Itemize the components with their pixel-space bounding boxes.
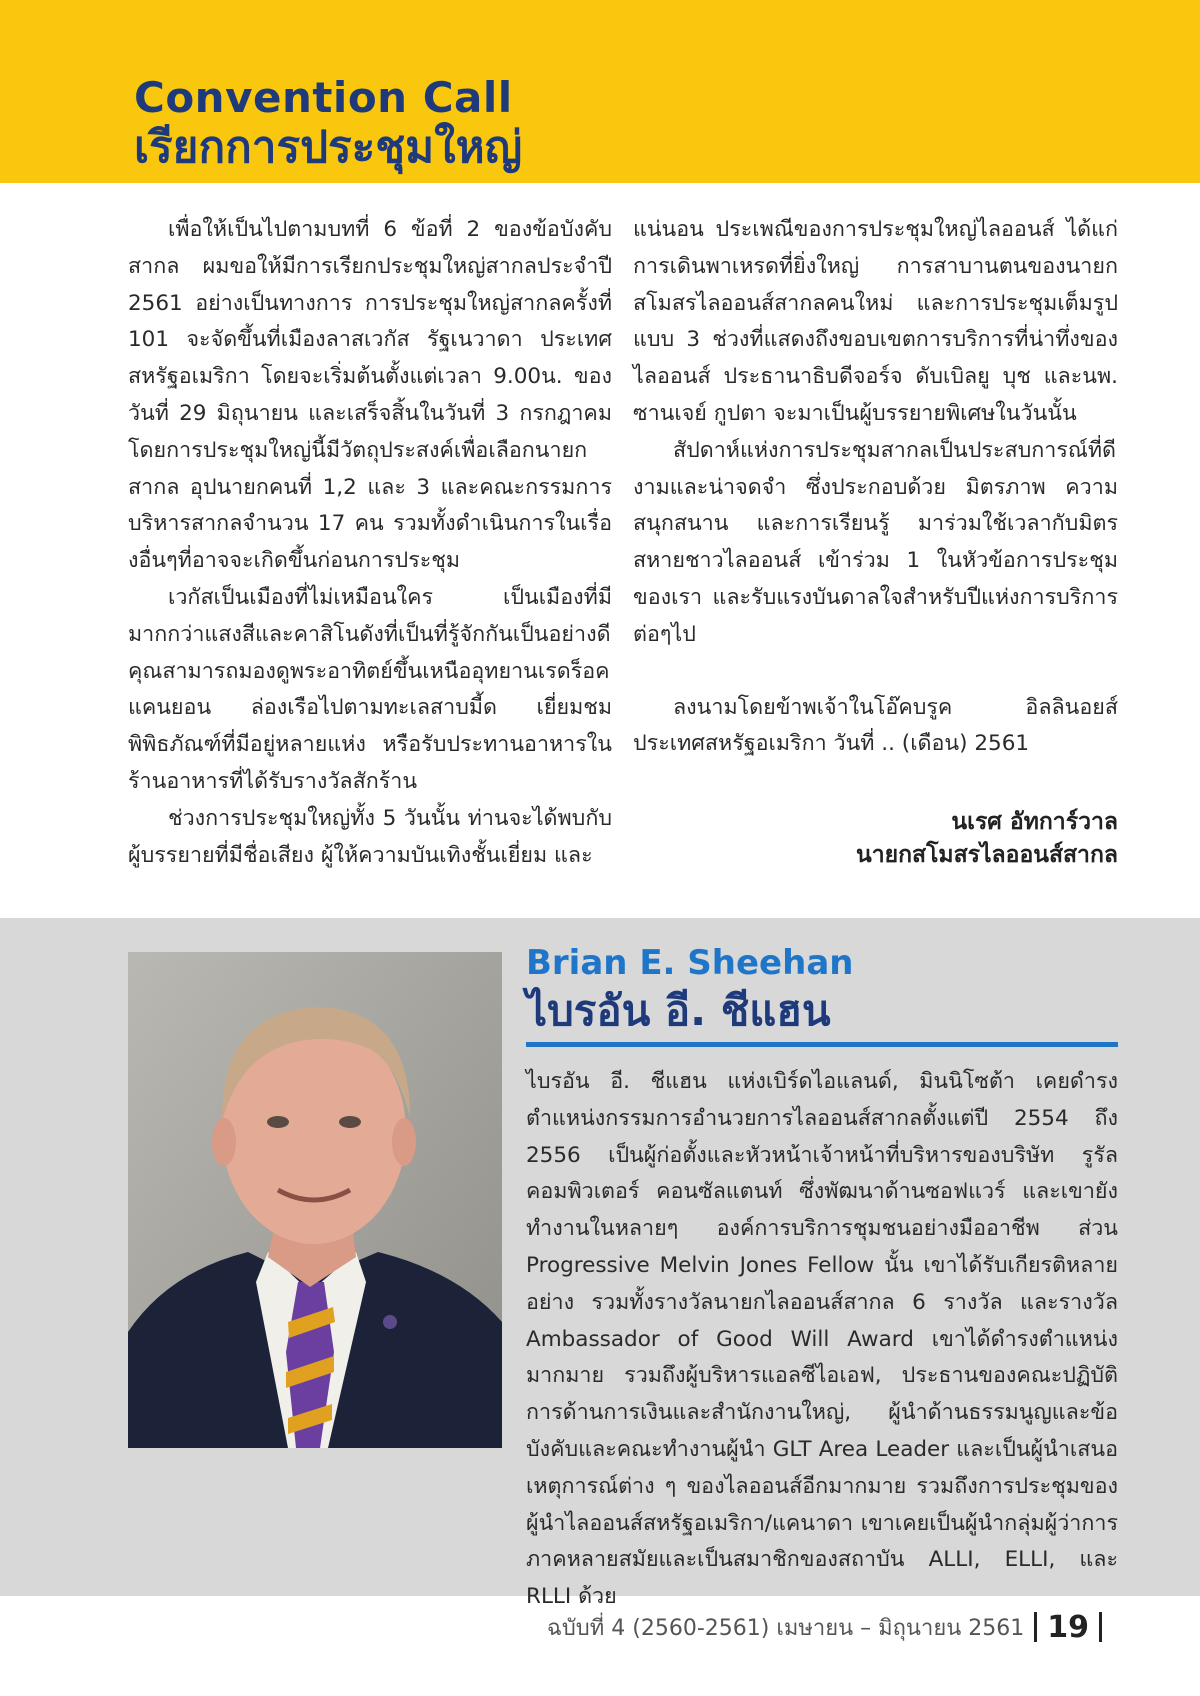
article-paragraph: แน่นอน ประเพณีของการประชุมใหญ่ไลออนส์ ได้แก่ การเดินพาเหรดที่ยิ่งใหญ่ การสาบานตนของนายกสโมสรไลออนส์สากลคนใหม่ และการประชุมเต็มรูปแบบ 3 ช่วงที่แสดงถึงขอบเขตการบริการที่น่าทึ่งของไลออนส์ ประธานาธิบดีจอร์จ ดับเบิลยู บุช และนพ. ซานเจย์ กูปตา จะมาเป็นผู้บรรยายพิเศษในวันนั้น (633, 217, 1118, 426)
bio-name-en: Brian E. Sheehan (526, 943, 854, 983)
signature-title: นายกสโมสรไลออนส์สากล (855, 842, 1118, 868)
article-paragraph: สัปดาห์แห่งการประชุมสากลเป็นประสบการณ์ที่ดีงามและน่าจดจำ ซึ่งประกอบด้วย มิตรภาพ ความสนุกสนาน และการเรียนรู้ มาร่วมใช้เวลากับมิตรสหายชาวไลออนส์ เข้าร่วม 1 ในหัวข้อการประชุมของเรา และรับแรงบันดาลใจสำหรับปีแห่งการบริการต่อๆไป (633, 437, 1118, 647)
article-paragraph: ช่วงการประชุมใหญ่ทั้ง 5 วันนั้น ท่านจะได้พบกับผู้บรรยายที่มีชื่อเสียง ผู้ให้ความบันเทิงชั้นเยี่ยม และ (128, 805, 612, 868)
page-footer (547, 1607, 1112, 1647)
issue-info: ฉบับที่ 4 (2560-2561) เมษายน – มิถุนายน 2561 (546, 1615, 1025, 1641)
portrait-photo (128, 952, 502, 1448)
bio-text: ไบรอัน อี. ชีแฮน แห่งเบิร์ดไอแลนด์, มินนิโซต้า เคยดำรงตำแหน่งกรรมการอำนวยการไลออนส์สากลตั้งแต่ปี 2554 ถึง 2556 เป็นผู้ก่อตั้งและหัวหน้าเจ้าหน้าที่บริหารของบริษัท รูรัล คอมพิวเตอร์ คอนซัลแตนท์ ซึ่งพัฒนาด้านซอฟแวร์ และเขายังทำงานในหลายๆ องค์การบริการชุมชนอย่างมืออาชีพ ส่วน Progressive Melvin Jones Fellow นั้น เขาได้รับเกียรติหลายอย่าง รวมทั้งรางวัลนายกไลออนส์สากล 6 รางวัล และรางวัล Ambassador of Good Will Award เขาได้ดำรงตำแหน่งมากมาย รวมถึงผู้บริหารแอลซีไอเอฟ, ประธานของคณะปฏิบัติการด้านการเงินและสำนักงานใหญ่, ผู้นำด้านธรรมนูญและข้อบังคับและคณะทำงานผู้นำ GLT Area Leader และเป็นผู้นำเสนอเหตุการณ์ต่าง ๆ ของไลออนส์อีกมากมาย รวมถึงการประชุมของผู้นำไลออนส์สหรัฐอเมริกา/แคนาดา เขาเคยเป็นผู้นำกลุ่มผู้ว่าการภาคหลายสมัยและเป็นสมาชิกของสถาบัน ALLI, ELLI, และ RLLI ด้วย (526, 1069, 1118, 1610)
page-title-en: Convention Call (134, 73, 513, 122)
footer-divider (1099, 1612, 1102, 1642)
portrait-illustration (128, 952, 502, 1448)
page-title-th: เรียกการประชุมใหญ่ (134, 122, 523, 173)
article-left-column (128, 212, 612, 874)
bio-name-th: ไบรอัน อี. ชีแฮน (526, 986, 831, 1035)
footer-divider (1034, 1612, 1037, 1642)
article-paragraph: เพื่อให้เป็นไปตามบทที่ 6 ข้อที่ 2 ของข้อบังคับสากล ผมขอให้มีการเรียกประชุมใหญ่สากลประจำปี 2561 อย่างเป็นทางการ การประชุมใหญ่สากลครั้งที่ 101 จะจัดขึ้นที่เมืองลาสเวกัส รัฐเนวาดา ประเทศสหรัฐอเมริกา โดยจะเริ่มต้นตั้งแต่เวลา 9.00น. ของวันที่ 29 มิถุนายน และเสร็จสิ้นในวันที่ 3 กรกฎาคม โดยการประชุมใหญ่นี้มีวัตถุประสงค์เพื่อเลือกนายกสากล อุปนายกคนที่ 1,2 และ 3 และคณะกรรมการบริหารสากลจำนวน 17 คน รวมทั้งดำเนินการในเรื่องอื่นๆที่อาจจะเกิดขึ้นก่อนการประชุม (128, 217, 612, 574)
signing-statement: ลงนามโดยข้าพเจ้าในโอ๊คบรูค อิลลินอยส์ ประเทศสหรัฐอเมริกา วันที่ .. (เดือน) 2561 (633, 694, 1118, 757)
header-banner (0, 0, 1200, 183)
article-paragraph: เวกัสเป็นเมืองที่ไม่เหมือนใคร เป็นเมืองที่มีมากกว่าแสงสีและคาสิโนดังที่เป็นที่รู้จักกันเป็นอย่างดี คุณสามารถมองดูพระอาทิตย์ขึ้นเหนืออุทยานเรดร็อคแคนยอน ล่องเรือไปตามทะเลสาบมี้ด เยี่ยมชมพิพิธภัณฑ์ที่มีอยู่หลายแห่ง หรือรับประทานอาหารในร้านอาหารที่ได้รับรางวัลสักร้าน (128, 584, 612, 794)
article-right-column (633, 212, 1118, 763)
signature-name: นเรศ อัทการ์วาล (951, 809, 1118, 835)
signature-block (856, 806, 1118, 872)
bio-divider (526, 1042, 1118, 1047)
page-number: 19 (1047, 1609, 1089, 1645)
